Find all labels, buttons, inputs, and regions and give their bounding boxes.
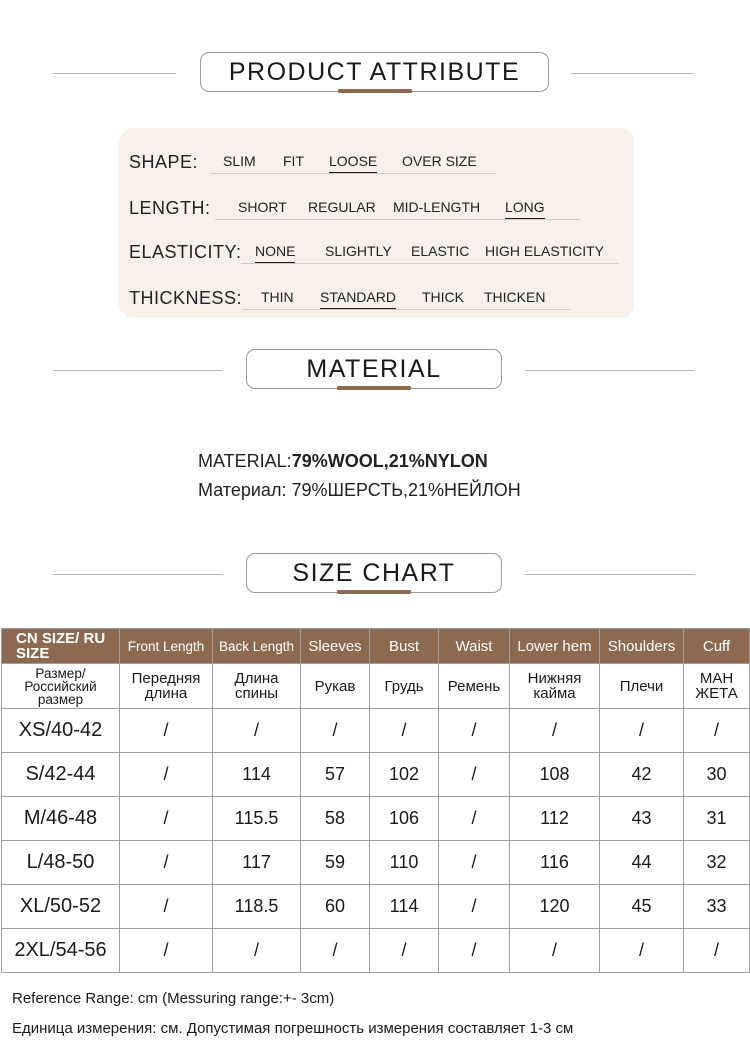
measure-cell: /	[213, 709, 301, 753]
measure-cell: 118.5	[213, 885, 301, 929]
attribute-row-elasticity	[119, 228, 634, 268]
measure-cell: 32	[684, 841, 750, 885]
header-cell: Ремень	[439, 664, 510, 709]
size-cell: L/48-50	[2, 841, 120, 885]
measure-cell: 112	[510, 797, 600, 841]
measure-cell: /	[684, 929, 750, 973]
measure-cell: /	[301, 709, 370, 753]
measure-cell: /	[120, 753, 213, 797]
table-row	[2, 841, 750, 885]
measure-cell: /	[439, 753, 510, 797]
table-row	[2, 885, 750, 929]
attribute-label: THICKNESS:	[129, 288, 243, 308]
measure-cell: 117	[213, 841, 301, 885]
table-row	[2, 753, 750, 797]
header-cell: Грудь	[370, 664, 439, 709]
header-cell: Передняя длина	[120, 664, 213, 709]
measure-cell: /	[510, 929, 600, 973]
measure-cell: 108	[510, 753, 600, 797]
measure-cell: 60	[301, 885, 370, 929]
measure-cell: /	[439, 709, 510, 753]
measure-cell: /	[120, 709, 213, 753]
measure-cell: 106	[370, 797, 439, 841]
measure-cell: /	[439, 797, 510, 841]
attribute-option: THIN	[261, 289, 294, 305]
measure-cell: /	[370, 709, 439, 753]
measure-cell: /	[510, 709, 600, 753]
material-title: MATERIAL	[246, 349, 502, 389]
size-cell: S/42-44	[2, 753, 120, 797]
table-row	[2, 709, 750, 753]
attribute-row-thickness	[119, 274, 634, 314]
attribute-option-selected: NONE	[255, 243, 296, 259]
header-cell: Sleeves	[301, 629, 370, 664]
measure-cell: /	[120, 841, 213, 885]
measure-cell: 115.5	[213, 797, 301, 841]
attribute-row-shape	[119, 138, 634, 178]
measure-cell: 114	[370, 885, 439, 929]
material-header	[0, 349, 750, 393]
material-ru-label: Материал:	[198, 480, 287, 500]
measure-cell: 57	[301, 753, 370, 797]
measure-cell: 102	[370, 753, 439, 797]
material-ru-value: 79%ШЕРСТЬ,21%НЕЙЛОН	[291, 480, 521, 500]
measure-cell: 42	[600, 753, 684, 797]
header-cell: Front Length	[120, 629, 213, 664]
reference-note-ru: Единица измерения: см. Допустимая погрешность измерения составляет 1-3 см	[12, 1020, 574, 1037]
size-cell: XS/40-42	[2, 709, 120, 753]
material-ru	[198, 480, 521, 501]
measure-cell: 30	[684, 753, 750, 797]
size-cell: 2XL/54-56	[2, 929, 120, 973]
measure-cell: 33	[684, 885, 750, 929]
attribute-option: SLIGHTLY	[325, 243, 392, 259]
product-attribute-title: PRODUCT ATTRIBUTE	[200, 52, 549, 92]
attribute-option: OVER SIZE	[402, 153, 477, 169]
size-chart-table	[1, 628, 750, 973]
attribute-option: HIGH ELASTICITY	[485, 243, 605, 259]
attribute-option: REGULAR	[308, 199, 376, 215]
header-cell: Cuff	[684, 629, 750, 664]
measure-cell: /	[370, 929, 439, 973]
attribute-option: THICK	[422, 289, 464, 305]
measure-cell: 31	[684, 797, 750, 841]
measure-cell: 116	[510, 841, 600, 885]
attribute-option-selected: LOOSE	[329, 153, 378, 169]
attribute-option-selected: STANDARD	[320, 289, 396, 305]
attribute-row-length	[119, 184, 634, 224]
attribute-panel	[119, 128, 634, 318]
measure-cell: /	[213, 929, 301, 973]
header-cell: Плечи	[600, 664, 684, 709]
attribute-label: LENGTH:	[129, 198, 211, 218]
measure-cell: /	[600, 709, 684, 753]
header-cell: Back Length	[213, 629, 301, 664]
measure-cell: 59	[301, 841, 370, 885]
attribute-option: FIT	[283, 153, 304, 169]
header-cell: CN SIZE/ RU SIZE	[2, 629, 120, 664]
measure-cell: /	[684, 709, 750, 753]
reference-note-en: Reference Range: cm (Messuring range:+- 3cm)	[12, 990, 335, 1007]
attribute-option: MID-LENGTH	[393, 199, 481, 215]
measure-cell: /	[301, 929, 370, 973]
attribute-label: SHAPE:	[129, 152, 199, 172]
product-attribute-header	[0, 52, 750, 96]
table-header-ru	[2, 664, 750, 709]
measure-cell: /	[600, 929, 684, 973]
measure-cell: /	[439, 885, 510, 929]
measure-cell: 110	[370, 841, 439, 885]
table-row	[2, 929, 750, 973]
size-cell: M/46-48	[2, 797, 120, 841]
table-header-en	[2, 629, 750, 664]
table-row	[2, 797, 750, 841]
attribute-option-selected: LONG	[505, 199, 545, 215]
header-cell: Длина спины	[213, 664, 301, 709]
measure-cell: 58	[301, 797, 370, 841]
attribute-option: THICKEN	[484, 289, 546, 305]
measure-cell: 120	[510, 885, 600, 929]
measure-cell: /	[120, 929, 213, 973]
measure-cell: 114	[213, 753, 301, 797]
size-chart-header	[0, 553, 750, 597]
header-cell: Bust	[370, 629, 439, 664]
header-cell: Lower hem	[510, 629, 600, 664]
attribute-label: ELASTICITY:	[129, 242, 242, 262]
header-cell: Размер/ Российский размер	[2, 664, 120, 709]
measure-cell: 44	[600, 841, 684, 885]
attribute-option: ELASTIC	[411, 243, 470, 259]
material-en-label: MATERIAL:	[198, 451, 292, 471]
measure-cell: /	[439, 841, 510, 885]
header-cell: МАН ЖЕТА	[684, 664, 750, 709]
measure-cell: 43	[600, 797, 684, 841]
measure-cell: /	[439, 929, 510, 973]
material-en-value: 79%WOOL,21%NYLON	[291, 451, 488, 471]
header-cell: Waist	[439, 629, 510, 664]
measure-cell: /	[120, 797, 213, 841]
size-cell: XL/50-52	[2, 885, 120, 929]
header-cell: Shoulders	[600, 629, 684, 664]
measure-cell: /	[120, 885, 213, 929]
attribute-option: SHORT	[238, 199, 287, 215]
attribute-option: SLIM	[223, 153, 256, 169]
header-cell: Нижняя кайма	[510, 664, 600, 709]
material-en	[198, 451, 488, 472]
header-cell: Рукав	[301, 664, 370, 709]
measure-cell: 45	[600, 885, 684, 929]
size-chart-title: SIZE CHART	[246, 553, 502, 593]
